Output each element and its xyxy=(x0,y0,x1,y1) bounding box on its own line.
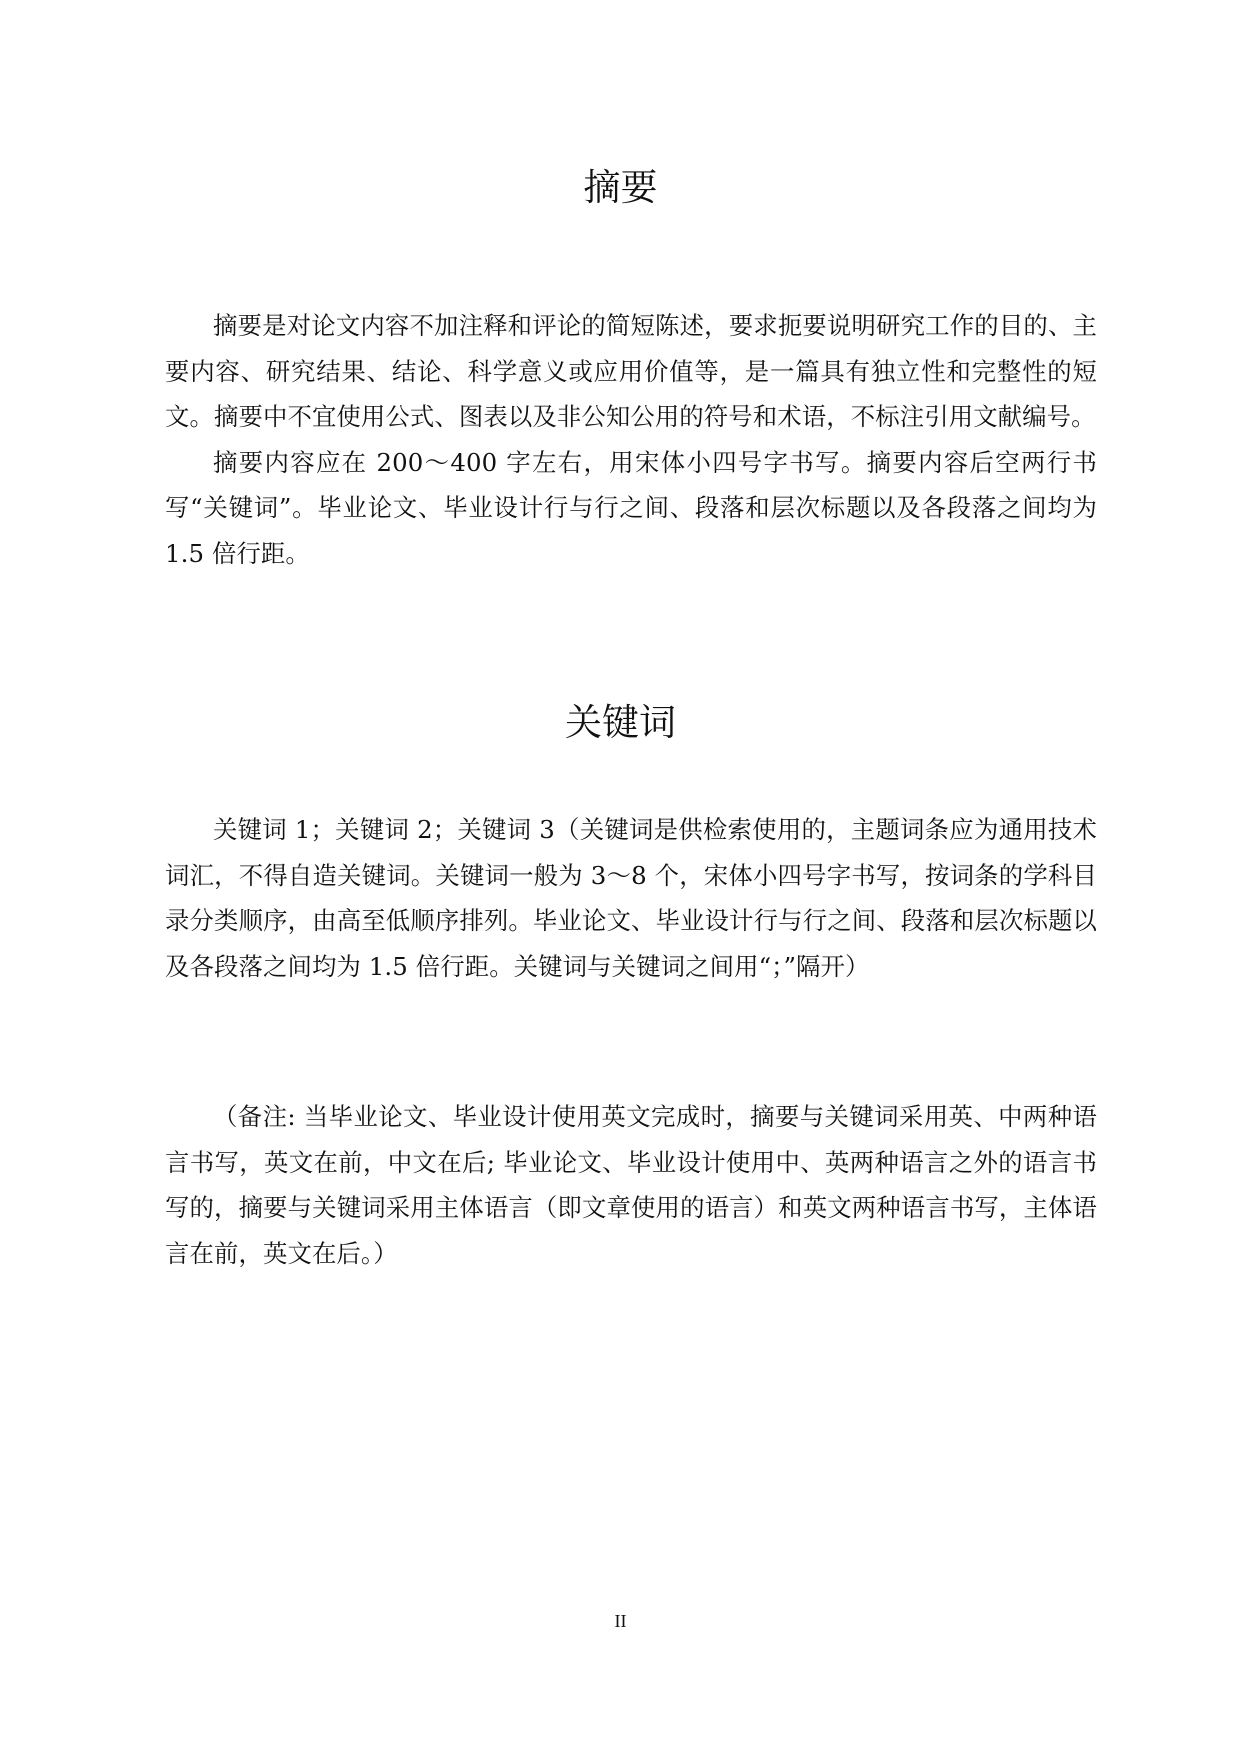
keywords-body xyxy=(165,807,1097,989)
keywords-paragraph: 关键词 1；关键词 2；关键词 3（关键词是供检索使用的，主题词条应为通用技术词汇，不得自造关键词。关键词一般为 3～8 个，宋体小四号字书写，按词条的学科目录分类顺序，由高至低顺序排列。毕业论文、毕业设计行与行之间、段落和层次标题以及各段落之间均为 1.5 倍行距。关键词与关键词之间用“；”隔开） xyxy=(165,815,1097,981)
note-paragraph: （备注: 当毕业论文、毕业设计使用英文完成时，摘要与关键词采用英、中两种语言书写，英文在前，中文在后; 毕业论文、毕业设计使用中、英两种语言之外的语言书写的，摘要与关键词采用主体语言（即文章使用的语言）和英文两种语言书写，主体语言在前，英文在后。） xyxy=(165,1102,1097,1268)
page-number: II xyxy=(614,1611,627,1631)
abstract-title: 摘要 xyxy=(583,166,658,209)
abstract-paragraph-1: 摘要是对论文内容不加注释和评论的简短陈述，要求扼要说明研究工作的目的、主要内容、研究结果、结论、科学意义或应用价值等，是一篇具有独立性和完整性的短文。摘要中不宜使用公式、图表以及非公知公用的符号和术语，不标注引用文献编号。 xyxy=(165,311,1097,431)
keywords-title: 关键词 xyxy=(565,701,676,744)
abstract-body xyxy=(165,303,1097,576)
abstract-paragraph-2: 摘要内容应在 200～400 字左右，用宋体小四号字书写。摘要内容后空两行书写“关键词”。毕业论文、毕业设计行与行之间、段落和层次标题以及各段落之间均为 1.5 倍行距。 xyxy=(165,447,1097,568)
note-body xyxy=(165,1094,1097,1276)
